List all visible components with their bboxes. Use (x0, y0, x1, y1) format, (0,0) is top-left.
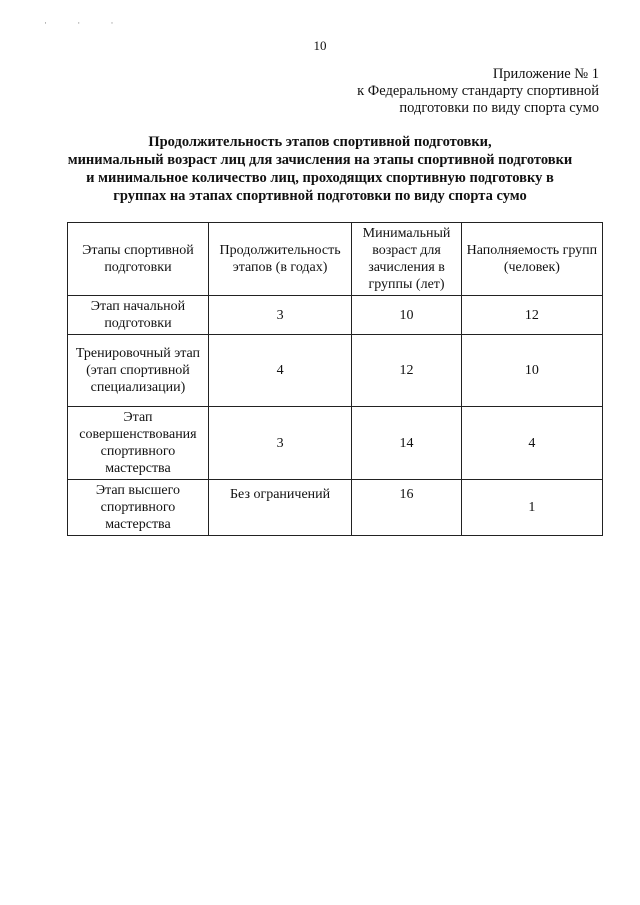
title-line-4: группах на этапах спортивной подготовки по виду спорта сумо (113, 188, 527, 204)
table-header-row (68, 223, 603, 296)
cell-min-age: 16 (352, 480, 462, 536)
appendix-line-3: подготовки по виду спорта сумо (399, 100, 599, 116)
cell-duration: 3 (208, 407, 351, 480)
table-row (68, 480, 603, 536)
header-duration: Продолжительность этапов (в годах) (208, 223, 351, 296)
appendix-line-1: Приложение № 1 (492, 66, 599, 82)
cell-min-age: 12 (352, 335, 462, 407)
title-line-3: и минимальное количество лиц, проходящих спортивную подготовку в (86, 170, 554, 186)
cell-stage: Этап совершенствования спортивного мастерства (68, 407, 209, 480)
cell-duration: 3 (208, 296, 351, 335)
cell-stage: Этап начальной подготовки (68, 296, 209, 335)
cell-min-age: 14 (352, 407, 462, 480)
title-line-2: минимальный возраст лиц для зачисления на этапы спортивной подготовки (67, 152, 573, 168)
cell-group-size: 12 (461, 296, 602, 335)
header-group-size: Наполняемость групп (человек) (461, 223, 602, 296)
table-row (68, 296, 603, 335)
header-stage: Этапы спортивной подготовки (68, 223, 209, 296)
appendix-line-2: к Федеральному стандарту спортивной (357, 83, 599, 99)
cell-duration: 4 (208, 335, 351, 407)
cell-duration: Без ограничений (208, 480, 351, 536)
cell-group-size: 1 (461, 480, 602, 536)
cell-stage: Этап высшего спортивного мастерства (68, 480, 209, 536)
header-min-age: Минимальный возраст для зачисления в группы (лет) (352, 223, 462, 296)
appendix-note (357, 66, 599, 117)
table-row (68, 407, 603, 480)
scan-specks: · · · (44, 18, 128, 28)
page-number: 10 (313, 38, 327, 53)
table-row (68, 335, 603, 407)
cell-min-age: 10 (352, 296, 462, 335)
cell-group-size: 10 (461, 335, 602, 407)
cell-stage: Тренировочный этап (этап спортивной специализации) (68, 335, 209, 407)
title-line-1: Продолжительность этапов спортивной подготовки, (148, 134, 492, 150)
cell-group-size: 4 (461, 407, 602, 480)
document-title (40, 133, 600, 205)
stages-table (67, 222, 603, 536)
